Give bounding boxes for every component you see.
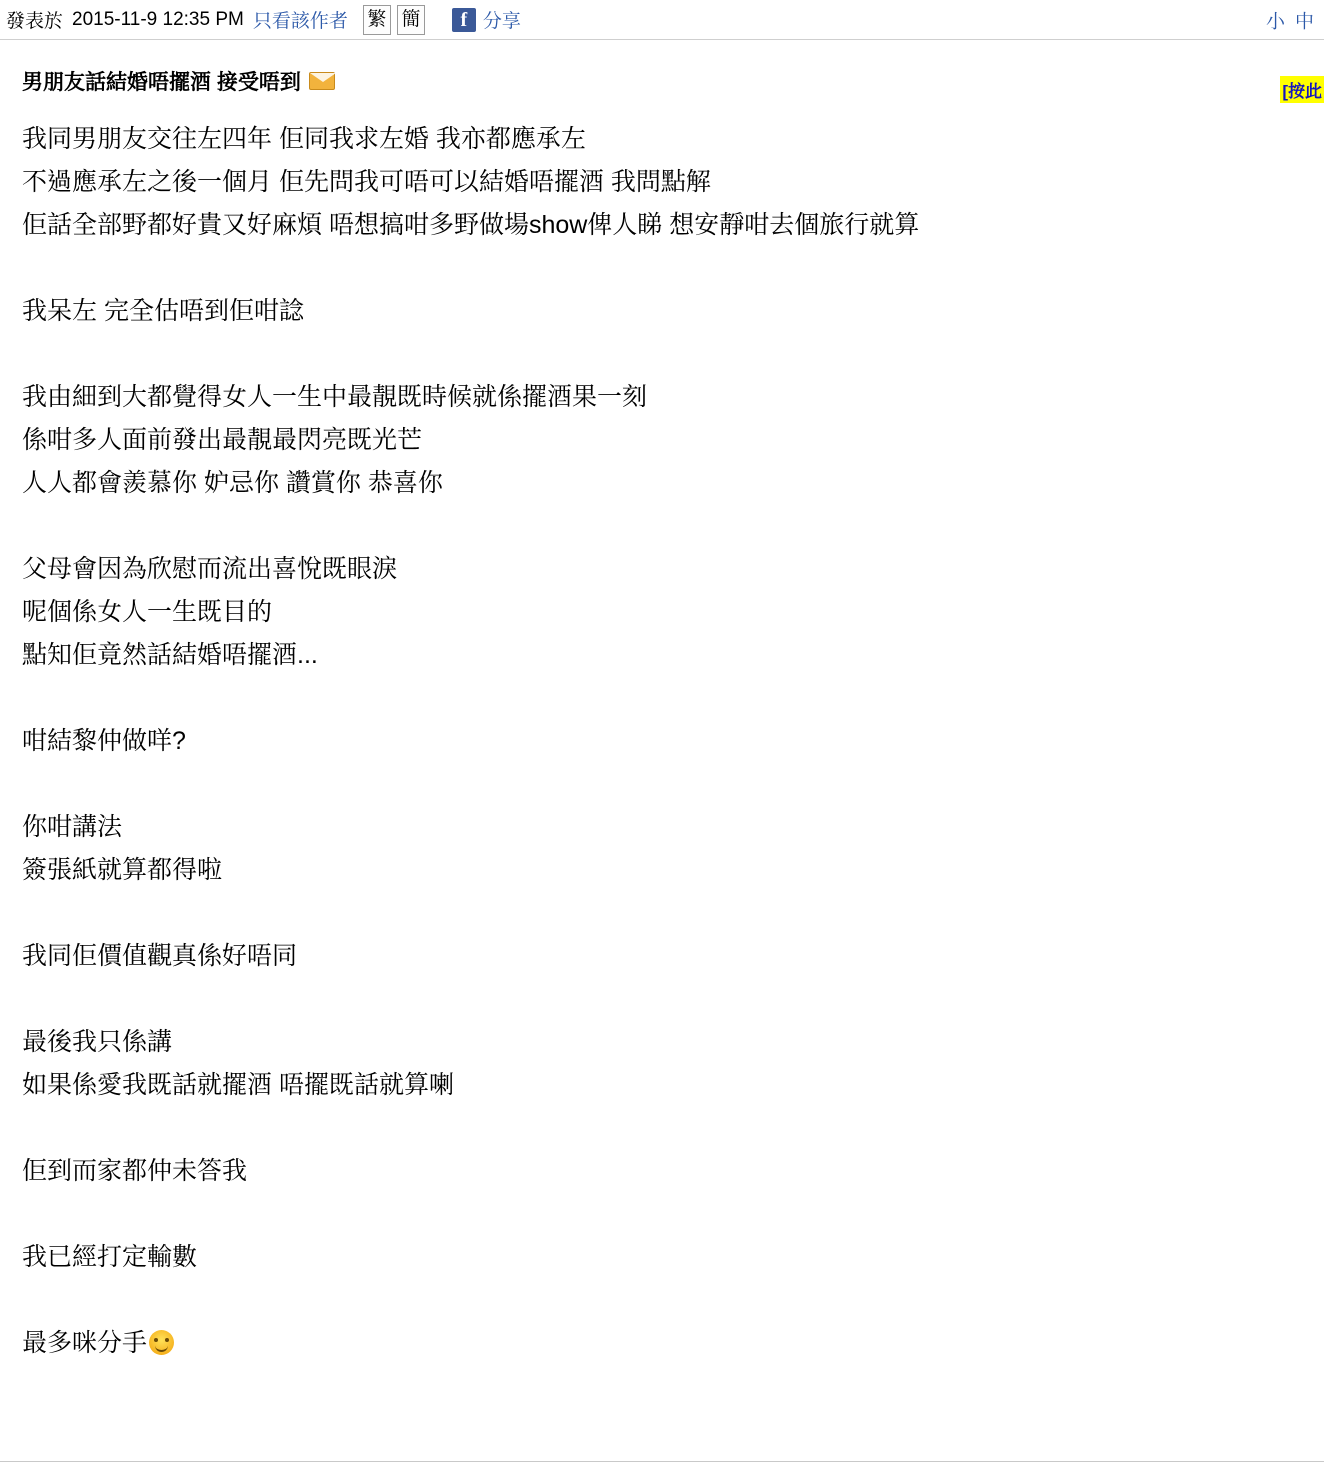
body-line: 父母會因為欣慰而流出喜悅既眼淚 [22, 555, 398, 583]
body-line: 我已經打定輸數 [22, 1243, 198, 1271]
body-line: 佢到而家都仲未答我 [22, 1157, 248, 1185]
press-here-note[interactable]: [按此 [1280, 76, 1324, 103]
facebook-icon: f [452, 8, 476, 32]
body-line: 人人都會羨慕你 妒忌你 讚賞你 恭喜你 [22, 469, 443, 497]
body-line: 我同男朋友交往左四年 佢同我求左婚 我亦都應承左 [22, 125, 586, 153]
font-size-controls [1266, 6, 1314, 33]
smiley-icon [149, 1330, 174, 1355]
body-blank-line [22, 763, 1302, 806]
posted-label: 發表於 [6, 11, 64, 32]
post-meta-left [6, 5, 521, 35]
body-line: 呢個係女人一生既目的 [22, 598, 273, 626]
body-blank-line [22, 333, 1302, 376]
body-blank-line [22, 978, 1302, 1021]
post-container [0, 40, 1324, 1365]
body-blank-line [22, 1279, 1302, 1322]
post-body [22, 118, 1302, 1365]
font-size-small-link[interactable]: 小 [1265, 11, 1285, 32]
font-size-medium-link[interactable]: 中 [1294, 11, 1314, 32]
mail-icon [309, 72, 335, 90]
body-line: 如果係愛我既話就擺酒 唔擺既話就算喇 [22, 1071, 454, 1099]
post-title-text: 男朋友話結婚唔擺酒 接受唔到 [22, 71, 301, 94]
facebook-share-label: 分享 [482, 11, 521, 32]
body-blank-line [22, 1193, 1302, 1236]
body-line: 咁結黎仲做咩? [22, 727, 186, 755]
body-blank-line [22, 892, 1302, 935]
simplified-chinese-button[interactable]: 簡 [397, 5, 425, 35]
body-line: 不過應承左之後一個月 佢先問我可唔可以結婚唔擺酒 我問點解 [22, 168, 711, 196]
language-toggle-group [363, 5, 425, 35]
traditional-chinese-button[interactable]: 繁 [363, 5, 391, 35]
body-line: 點知佢竟然話結婚唔擺酒... [22, 641, 318, 669]
body-line: 最後我只係講 [22, 1028, 173, 1056]
body-line: 最多咪分手 [22, 1322, 1302, 1365]
body-line: 我同佢價值觀真係好唔同 [22, 942, 298, 970]
body-blank-line [22, 677, 1302, 720]
facebook-share-button[interactable] [452, 6, 521, 33]
body-line: 佢話全部野都好貴又好麻煩 唔想搞咁多野做場show俾人睇 想安靜咁去個旅行就算 [22, 211, 920, 239]
post-title [22, 66, 1302, 96]
body-blank-line [22, 505, 1302, 548]
body-line: 你咁講法 [22, 813, 123, 841]
body-line: 簽張紙就算都得啦 [22, 856, 223, 884]
body-blank-line [22, 247, 1302, 290]
body-line: 我呆左 完全估唔到佢咁諗 [22, 297, 304, 325]
body-blank-line [22, 1107, 1302, 1150]
posted-date: 2015-11-9 12:35 PM [72, 8, 244, 30]
show-author-only-link[interactable]: 只看該作者 [252, 11, 348, 32]
body-line: 我由細到大都覺得女人一生中最靚既時候就係擺酒果一刻 [22, 383, 648, 411]
post-meta-bar [0, 0, 1324, 40]
body-line: 係咁多人面前發出最靚最閃亮既光芒 [22, 426, 423, 454]
